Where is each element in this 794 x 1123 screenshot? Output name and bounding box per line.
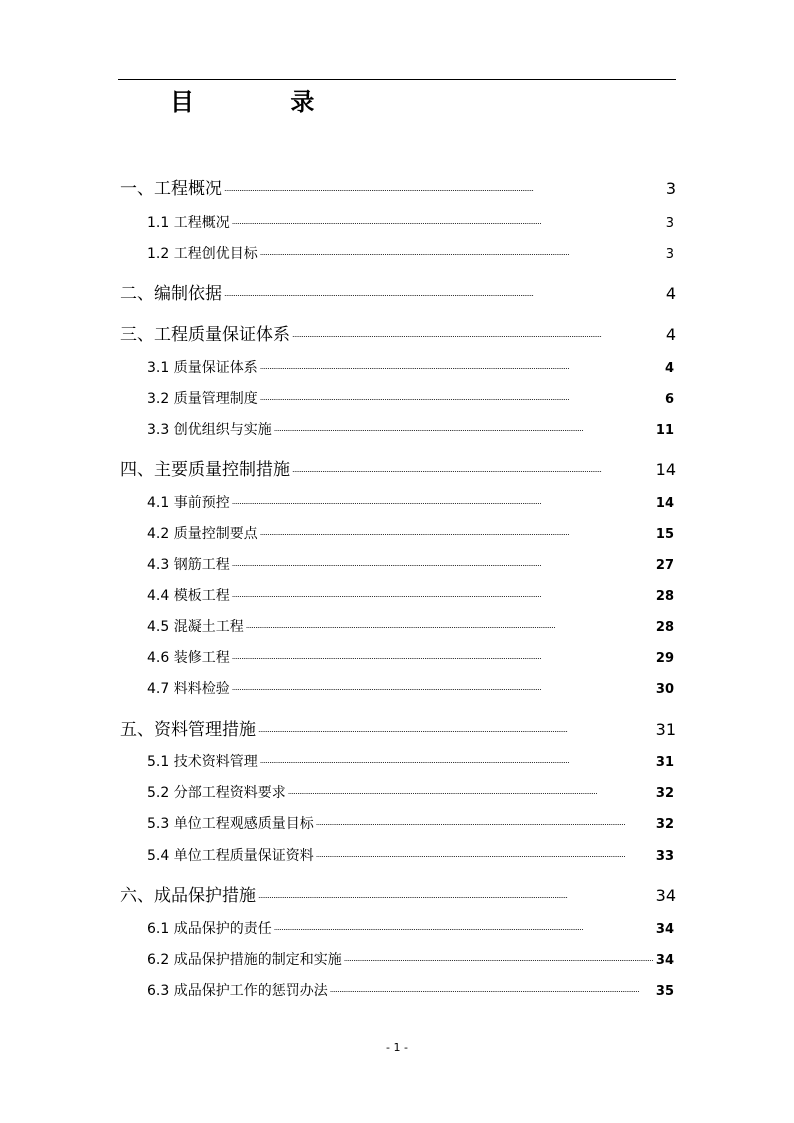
dot-leader (232, 217, 664, 226)
toc-entry-label: 4.4 模板工程 (147, 588, 230, 604)
dot-leader (224, 184, 664, 193)
toc-entry-label: 四、主要质量控制措施 (120, 460, 290, 480)
toc-entry[interactable] (120, 715, 676, 740)
toc-entry-label: 1.2 工程创优目标 (147, 246, 258, 262)
toc-entry-page: 28 (655, 620, 674, 635)
toc-entry-label: 4.5 混凝土工程 (147, 619, 244, 635)
toc-entry-label: 4.7 料料检验 (147, 681, 230, 697)
toc-entry-page: 31 (655, 720, 676, 739)
toc-entry[interactable] (147, 585, 674, 605)
dot-leader (232, 590, 654, 599)
toc-entry-label: 6.2 成品保护措施的制定和实施 (147, 952, 342, 968)
dot-leader (260, 528, 654, 537)
toc-entry-page: 33 (655, 849, 674, 864)
dot-leader (292, 465, 654, 474)
toc-entry[interactable] (147, 678, 674, 698)
toc-entry-page: 27 (655, 558, 674, 573)
toc-entry-label: 5.3 单位工程观感质量目标 (147, 816, 314, 832)
dot-leader (260, 248, 664, 257)
page-number-footer: - 1 - (386, 1041, 408, 1054)
toc-entry-page: 32 (655, 786, 674, 801)
dot-leader (258, 891, 654, 900)
toc-entry-page: 34 (655, 886, 676, 905)
toc-entry[interactable] (147, 523, 674, 543)
dot-leader (344, 954, 654, 963)
toc-entry-label: 4.1 事前预控 (147, 495, 230, 511)
toc-entry-label: 4.2 质量控制要点 (147, 526, 258, 542)
toc-entry-label: 4.6 装修工程 (147, 650, 230, 666)
toc-entry-page: 35 (655, 984, 674, 999)
dot-leader (232, 683, 654, 692)
toc-entry-page: 14 (655, 460, 676, 479)
toc-entry-page: 34 (655, 953, 674, 968)
toc-entry-page: 31 (655, 755, 674, 770)
dot-leader (274, 424, 654, 433)
toc-entry[interactable] (120, 320, 676, 345)
dot-leader (246, 621, 654, 630)
toc-entry-page: 3 (665, 247, 674, 262)
toc-entry-label: 4.3 钢筋工程 (147, 557, 230, 573)
dot-leader (316, 818, 654, 827)
toc-entry[interactable] (147, 813, 674, 833)
toc-entry-label: 1.1 工程概况 (147, 215, 230, 231)
dot-leader (232, 559, 654, 568)
toc-entry-page: 4 (665, 325, 676, 344)
dot-leader (316, 850, 654, 859)
toc-entry-label: 3.3 创优组织与实施 (147, 422, 272, 438)
toc-entry-page: 11 (655, 423, 674, 438)
toc-entry-label: 一、工程概况 (120, 179, 222, 199)
toc-entry-page: 14 (655, 496, 674, 511)
toc-entry[interactable] (120, 279, 676, 304)
toc-entry-page: 3 (665, 179, 676, 198)
dot-leader (258, 725, 654, 734)
dot-leader (292, 330, 664, 339)
toc-entry[interactable] (147, 554, 674, 574)
toc-entry-label: 3.1 质量保证体系 (147, 360, 258, 376)
toc-entry-label: 六、成品保护措施 (120, 886, 256, 906)
toc-entry-label: 6.3 成品保护工作的惩罚办法 (147, 983, 328, 999)
toc-entry[interactable] (120, 881, 676, 906)
toc-entry[interactable] (147, 647, 674, 667)
toc-entry-page: 28 (655, 589, 674, 604)
toc-entry[interactable] (147, 243, 674, 263)
toc-entry-page: 34 (655, 922, 674, 937)
toc-entry-page: 6 (664, 392, 674, 407)
toc-entry-page: 3 (665, 216, 674, 231)
page-title: 目 录 (170, 88, 359, 116)
toc-entry[interactable] (147, 492, 674, 512)
toc-entry-label: 三、工程质量保证体系 (120, 325, 290, 345)
dot-leader (330, 985, 654, 994)
dot-leader (274, 923, 654, 932)
toc-entry-label: 5.4 单位工程质量保证资料 (147, 848, 314, 864)
toc-entry[interactable] (147, 616, 674, 636)
toc-entry[interactable] (147, 845, 674, 865)
dot-leader (232, 652, 654, 661)
toc-entry[interactable] (147, 949, 674, 969)
toc-entry-page: 32 (655, 817, 674, 832)
dot-leader (260, 393, 663, 402)
toc-entry[interactable] (147, 419, 674, 439)
toc-entry-label: 二、编制依据 (120, 284, 222, 304)
toc-entry[interactable] (147, 357, 674, 377)
toc-entry-page: 4 (664, 361, 674, 376)
toc-entry-page: 15 (655, 527, 674, 542)
toc-entry[interactable] (147, 782, 674, 802)
dot-leader (260, 362, 663, 371)
toc-entry-label: 3.2 质量管理制度 (147, 391, 258, 407)
dot-leader (260, 756, 654, 765)
toc-entry-page: 30 (655, 682, 674, 697)
toc-entry-page: 4 (665, 284, 676, 303)
toc-entry[interactable] (120, 174, 676, 199)
toc-entry-label: 5.1 技术资料管理 (147, 754, 258, 770)
toc-entry[interactable] (120, 455, 676, 480)
toc-entry[interactable] (147, 918, 674, 938)
toc-entry-label: 5.2 分部工程资料要求 (147, 785, 286, 801)
dot-leader (224, 289, 664, 298)
toc-entry-label: 五、资料管理措施 (120, 720, 256, 740)
toc-entry-page: 29 (655, 651, 674, 666)
toc-entry[interactable] (147, 980, 674, 1000)
dot-leader (232, 497, 654, 506)
dot-leader (288, 787, 654, 796)
toc-entry-label: 6.1 成品保护的责任 (147, 921, 272, 937)
toc-entry[interactable] (147, 751, 674, 771)
toc-entry[interactable] (147, 212, 674, 232)
toc-entry[interactable] (147, 388, 674, 408)
